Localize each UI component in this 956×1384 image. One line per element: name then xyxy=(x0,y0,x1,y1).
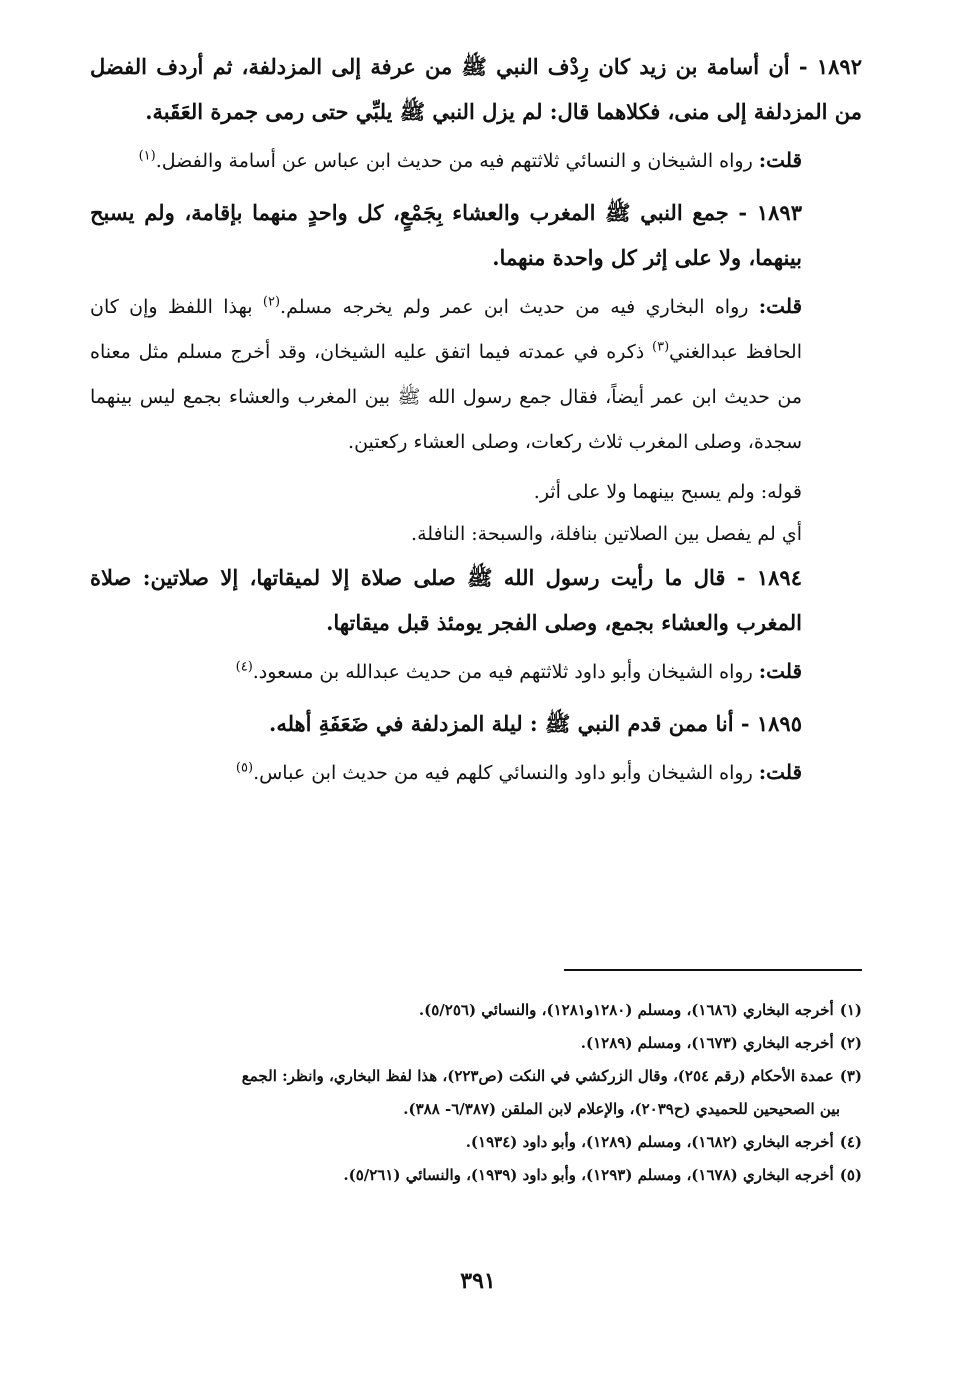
footnote-1 xyxy=(90,994,862,1027)
hadith-text: ١٨٩٢ - أن أسامة بن زيد كان رِدْف النبي ﷺ من عرفة إلى المزدلفة، ثم أردف الفضل من المزدلفة إلى منى، فكلاهما قال: لم يزل النبي ﷺ يلبِّي حتى رمى جمرة العَقَبة. xyxy=(90,54,862,124)
footnote-text: أخرجه البخاري (١٦٨٢)، ومسلم (١٢٨٩)، وأبو داود (١٩٣٤). xyxy=(465,1133,834,1151)
footnote-4 xyxy=(90,1126,862,1159)
footnote-ref[interactable]: (٥) xyxy=(235,760,254,776)
footnote-ref[interactable]: (٣) xyxy=(652,339,670,355)
footnote-number: (٥) xyxy=(839,1166,862,1184)
page-number: ٣٩١ xyxy=(460,1268,496,1294)
hadith-entry-1893 xyxy=(90,190,862,555)
commentary-text: رواه البخاري فيه من حديث ابن عمر ولم يخرجه مسلم. xyxy=(280,296,749,318)
commentary xyxy=(90,138,862,184)
footnote-number: (١) xyxy=(839,1001,862,1019)
footnote-ref[interactable]: (١) xyxy=(138,148,156,164)
hadith-entry-1892 xyxy=(90,44,862,184)
hadith-entry-1894 xyxy=(90,555,862,695)
commentary-text: رواه الشيخان و النسائي ثلاثتهم فيه من حديث ابن عباس عن أسامة والفضل. xyxy=(155,150,753,172)
footnotes xyxy=(90,994,862,1192)
commentary xyxy=(90,649,862,695)
commentary-label: قلت: xyxy=(758,659,802,683)
commentary xyxy=(90,284,862,465)
footnote-number: (٢) xyxy=(839,1034,862,1052)
hadith-text: ١٨٩٥ - أنا ممن قدم النبي ﷺ : ليلة المزدلفة في ضَعَفَةِ أهله. xyxy=(269,711,802,736)
footnote-text: أخرجه البخاري (١٦٧٣)، ومسلم (١٢٨٩). xyxy=(580,1034,834,1052)
footnote-number: (٣) xyxy=(839,1067,862,1085)
book-page xyxy=(90,44,862,1184)
commentary-label: قلت: xyxy=(758,148,802,172)
footnote-text: عمدة الأحكام (رقم ٢٥٤)، وقال الزركشي في النكت (ص٢٢٣)، هذا لفظ البخاري، وانظر: الجمع xyxy=(241,1067,834,1085)
footnote-ref[interactable]: (٤) xyxy=(235,659,253,675)
hadith-text: ١٨٩٤ - قال ما رأيت رسول الله ﷺ صلى صلاة إلا لميقاتها، إلا صلاتين: صلاة المغرب والعشاء بجمع، وصلى الفجر يومئذ قبل ميقاتها. xyxy=(90,565,802,635)
footnote-text-continued: بين الصحيحين للحميدي (ح٢٠٣٩)، والإعلام لابن الملقن (٦/٣٨٧- ٣٨٨). xyxy=(403,1100,840,1118)
footnote-3 xyxy=(90,1060,862,1126)
commentary-text: رواه الشيخان وأبو داود والنسائي كلهم فيه من حديث ابن عباس. xyxy=(253,762,753,784)
main-text xyxy=(90,44,862,796)
commentary-text-continued: بهذا اللفظ وإن كان الحافظ عبدالغني xyxy=(90,296,802,363)
qawluh-line: قوله: ولم يسبح بينهما ولا على أثر. xyxy=(533,481,802,503)
footnote-text: أخرجه البخاري (١٦٨٦)، ومسلم (١٢٨٠و١٢٨١)، والنسائي (٥/٢٥٦). xyxy=(418,1001,834,1019)
commentary-label: قلت: xyxy=(758,294,802,318)
footnote-text: أخرجه البخاري (١٦٧٨)، ومسلم (١٢٩٣)، وأبو داود (١٩٣٩)، والنسائي (٥/٢٦١). xyxy=(343,1166,834,1184)
footnote-number: (٤) xyxy=(839,1133,862,1151)
footnote-ref[interactable]: (٢) xyxy=(262,294,281,310)
commentary-text-continued: ذكره في عمدته فيما اتفق عليه الشيخان، وقد أخرج مسلم مثل معناه من حديث ابن عمر أيضاً، فقال جمع رسول الله ﷺ بين المغرب والعشاء بجمع ليس بينهما سجدة، وصلى المغرب ثلاث ركعات، وصلى العشاء ركعتين. xyxy=(90,341,802,453)
hadith-entry-1895 xyxy=(90,701,862,796)
hadith-text: ١٨٩٣ - جمع النبي ﷺ المغرب والعشاء بِجَمْعٍ، كل واحدٍ منهما بإقامة، ولم يسبح بينهما، ولا على إثر كل واحدة منهما. xyxy=(90,200,802,270)
explanation-line: أي لم يفصل بين الصلاتين بنافلة، والسبحة: النافلة. xyxy=(411,523,802,545)
commentary-label: قلت: xyxy=(758,760,802,784)
footnote-separator xyxy=(564,969,862,971)
footnote-5 xyxy=(90,1159,862,1192)
footnote-2 xyxy=(90,1027,862,1060)
commentary-text: رواه الشيخان وأبو داود ثلاثتهم فيه من حديث عبدالله بن مسعود. xyxy=(252,661,753,683)
commentary xyxy=(90,750,862,796)
